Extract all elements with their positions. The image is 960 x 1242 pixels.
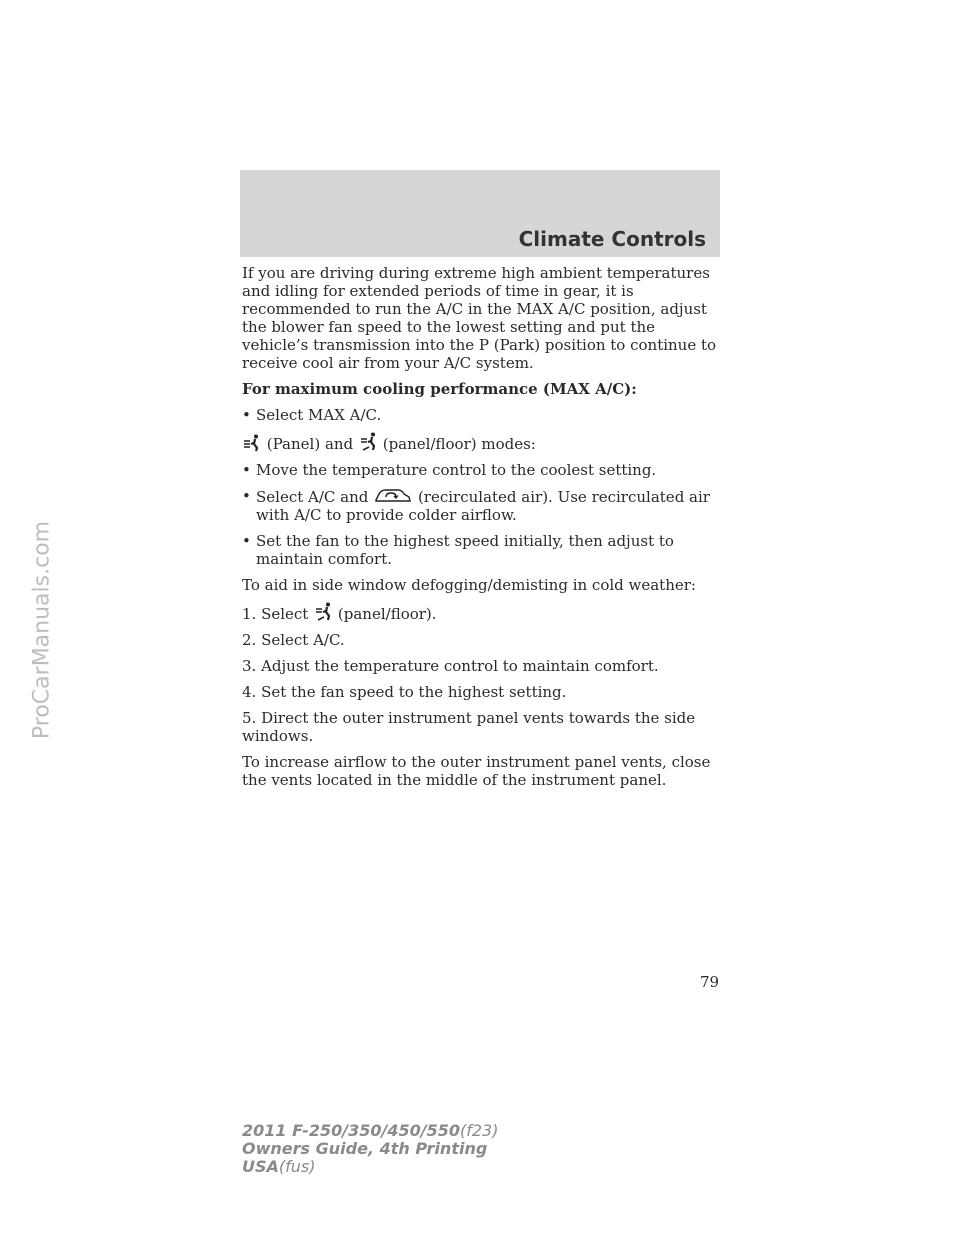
footer-line-1 [242, 1122, 498, 1140]
bullet: • [242, 487, 251, 505]
bullet-text: Move the temperature control to the coolest setting. [256, 461, 657, 479]
list-item [242, 406, 720, 424]
step-4: 4. Set the fan speed to the highest setting. [242, 683, 567, 701]
bullet: • [242, 406, 251, 424]
footer-model: 2011 F-250/350/450/550 [242, 1121, 460, 1140]
step-5: 5. Direct the outer instrument panel vents towards the side windows. [242, 709, 696, 745]
bullet-text: Select MAX A/C. [256, 406, 382, 424]
page-number: 79 [700, 973, 720, 991]
modes-text-1: (Panel) and [266, 435, 354, 453]
step-1 [242, 602, 720, 623]
step-2: 2. Select A/C. [242, 631, 345, 649]
footer-region-code: (fus) [278, 1157, 316, 1176]
defog-intro: To aid in side window defogging/demisting in cold weather: [242, 576, 696, 594]
footer-line-3 [242, 1158, 498, 1176]
modes-text-2: (panel/floor) modes: [382, 435, 536, 453]
step-text: (panel/floor). [337, 605, 437, 623]
max-ac-heading: For maximum cooling performance (MAX A/C): [242, 380, 637, 398]
bullet: • [242, 461, 251, 479]
footer-code: (f23) [460, 1121, 499, 1140]
bullet-text: Select A/C and [256, 488, 369, 506]
intro-paragraph: If you are driving during extreme high ambient temperatures and idling for extended periods of time in gear, it is recommended to run the A/C in the MAX A/C position, adjust the blower fan speed to the lowest setting and put the vehicle’s transmission into the P (Park) position to continue to receive cool air from your A/C system. [242, 264, 717, 372]
panel-floor-mode-icon [313, 602, 333, 622]
bullet: • [242, 532, 251, 550]
page-content [242, 264, 720, 797]
modes-line [242, 432, 720, 453]
bullet-text: Set the fan to the highest speed initially, then adjust to maintain comfort. [256, 532, 674, 568]
step-3: 3. Adjust the temperature control to maintain comfort. [242, 657, 659, 675]
footer-region: USA [242, 1157, 279, 1176]
panel-mode-icon [242, 434, 262, 452]
step-text: 1. Select [242, 605, 309, 623]
footer [242, 1122, 498, 1176]
bullet-text: (recirculated air). Use recirculated air with A/C to provide colder airflow. [256, 488, 710, 524]
panel-floor-mode-icon [358, 432, 378, 452]
section-title: Climate Controls [518, 227, 706, 251]
watermark-text: ProCarManuals.com [29, 520, 55, 740]
list-item [242, 487, 720, 524]
footer-line-2: Owners Guide, 4th Printing [242, 1139, 488, 1158]
watermark [30, 510, 54, 750]
recirculated-air-icon [373, 487, 413, 505]
closing-paragraph: To increase airflow to the outer instrument panel vents, close the vents located in the middle of the instrument panel. [242, 753, 711, 789]
list-item [242, 532, 720, 568]
list-item [242, 461, 720, 479]
section-header [240, 170, 720, 257]
